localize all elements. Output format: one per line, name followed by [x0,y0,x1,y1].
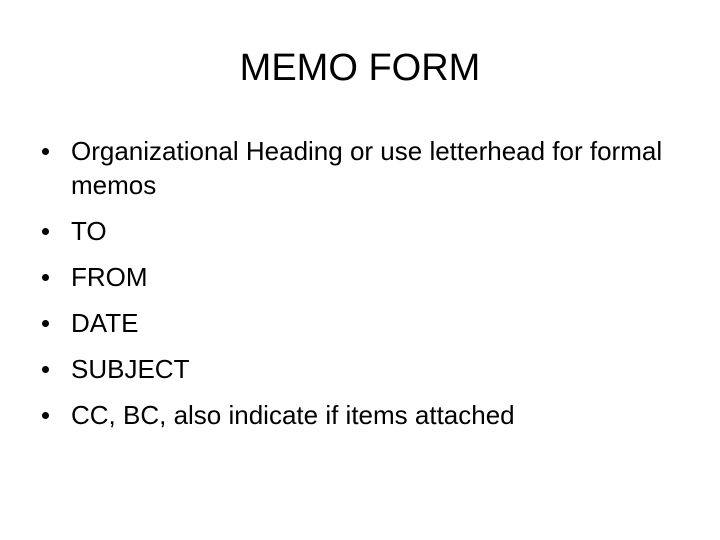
slide-title: MEMO FORM [239,47,481,89]
bullet-item-subject [40,352,670,386]
bullet-item-from [40,260,670,294]
bullet-list [40,134,670,444]
bullet-dot-icon [42,412,49,419]
bullet-text: SUBJECT [71,354,190,384]
bullet-dot-icon [42,366,49,373]
bullet-text: FROM [71,262,148,292]
bullet-dot-icon [42,274,49,281]
bullet-text: DATE [71,308,139,338]
bullet-dot-icon [42,320,49,327]
bullet-item-cc [40,398,670,432]
bullet-text: CC, BC, also indicate if items attached [71,400,515,430]
bullet-text: Organizational Heading or use letterhead for formal memos [71,136,663,200]
bullet-item-date [40,306,670,340]
bullet-text: TO [71,216,107,246]
bullet-dot-icon [42,228,49,235]
bullet-item-to [40,214,670,248]
bullet-dot-icon [42,148,49,155]
bullet-item-heading [40,134,670,202]
